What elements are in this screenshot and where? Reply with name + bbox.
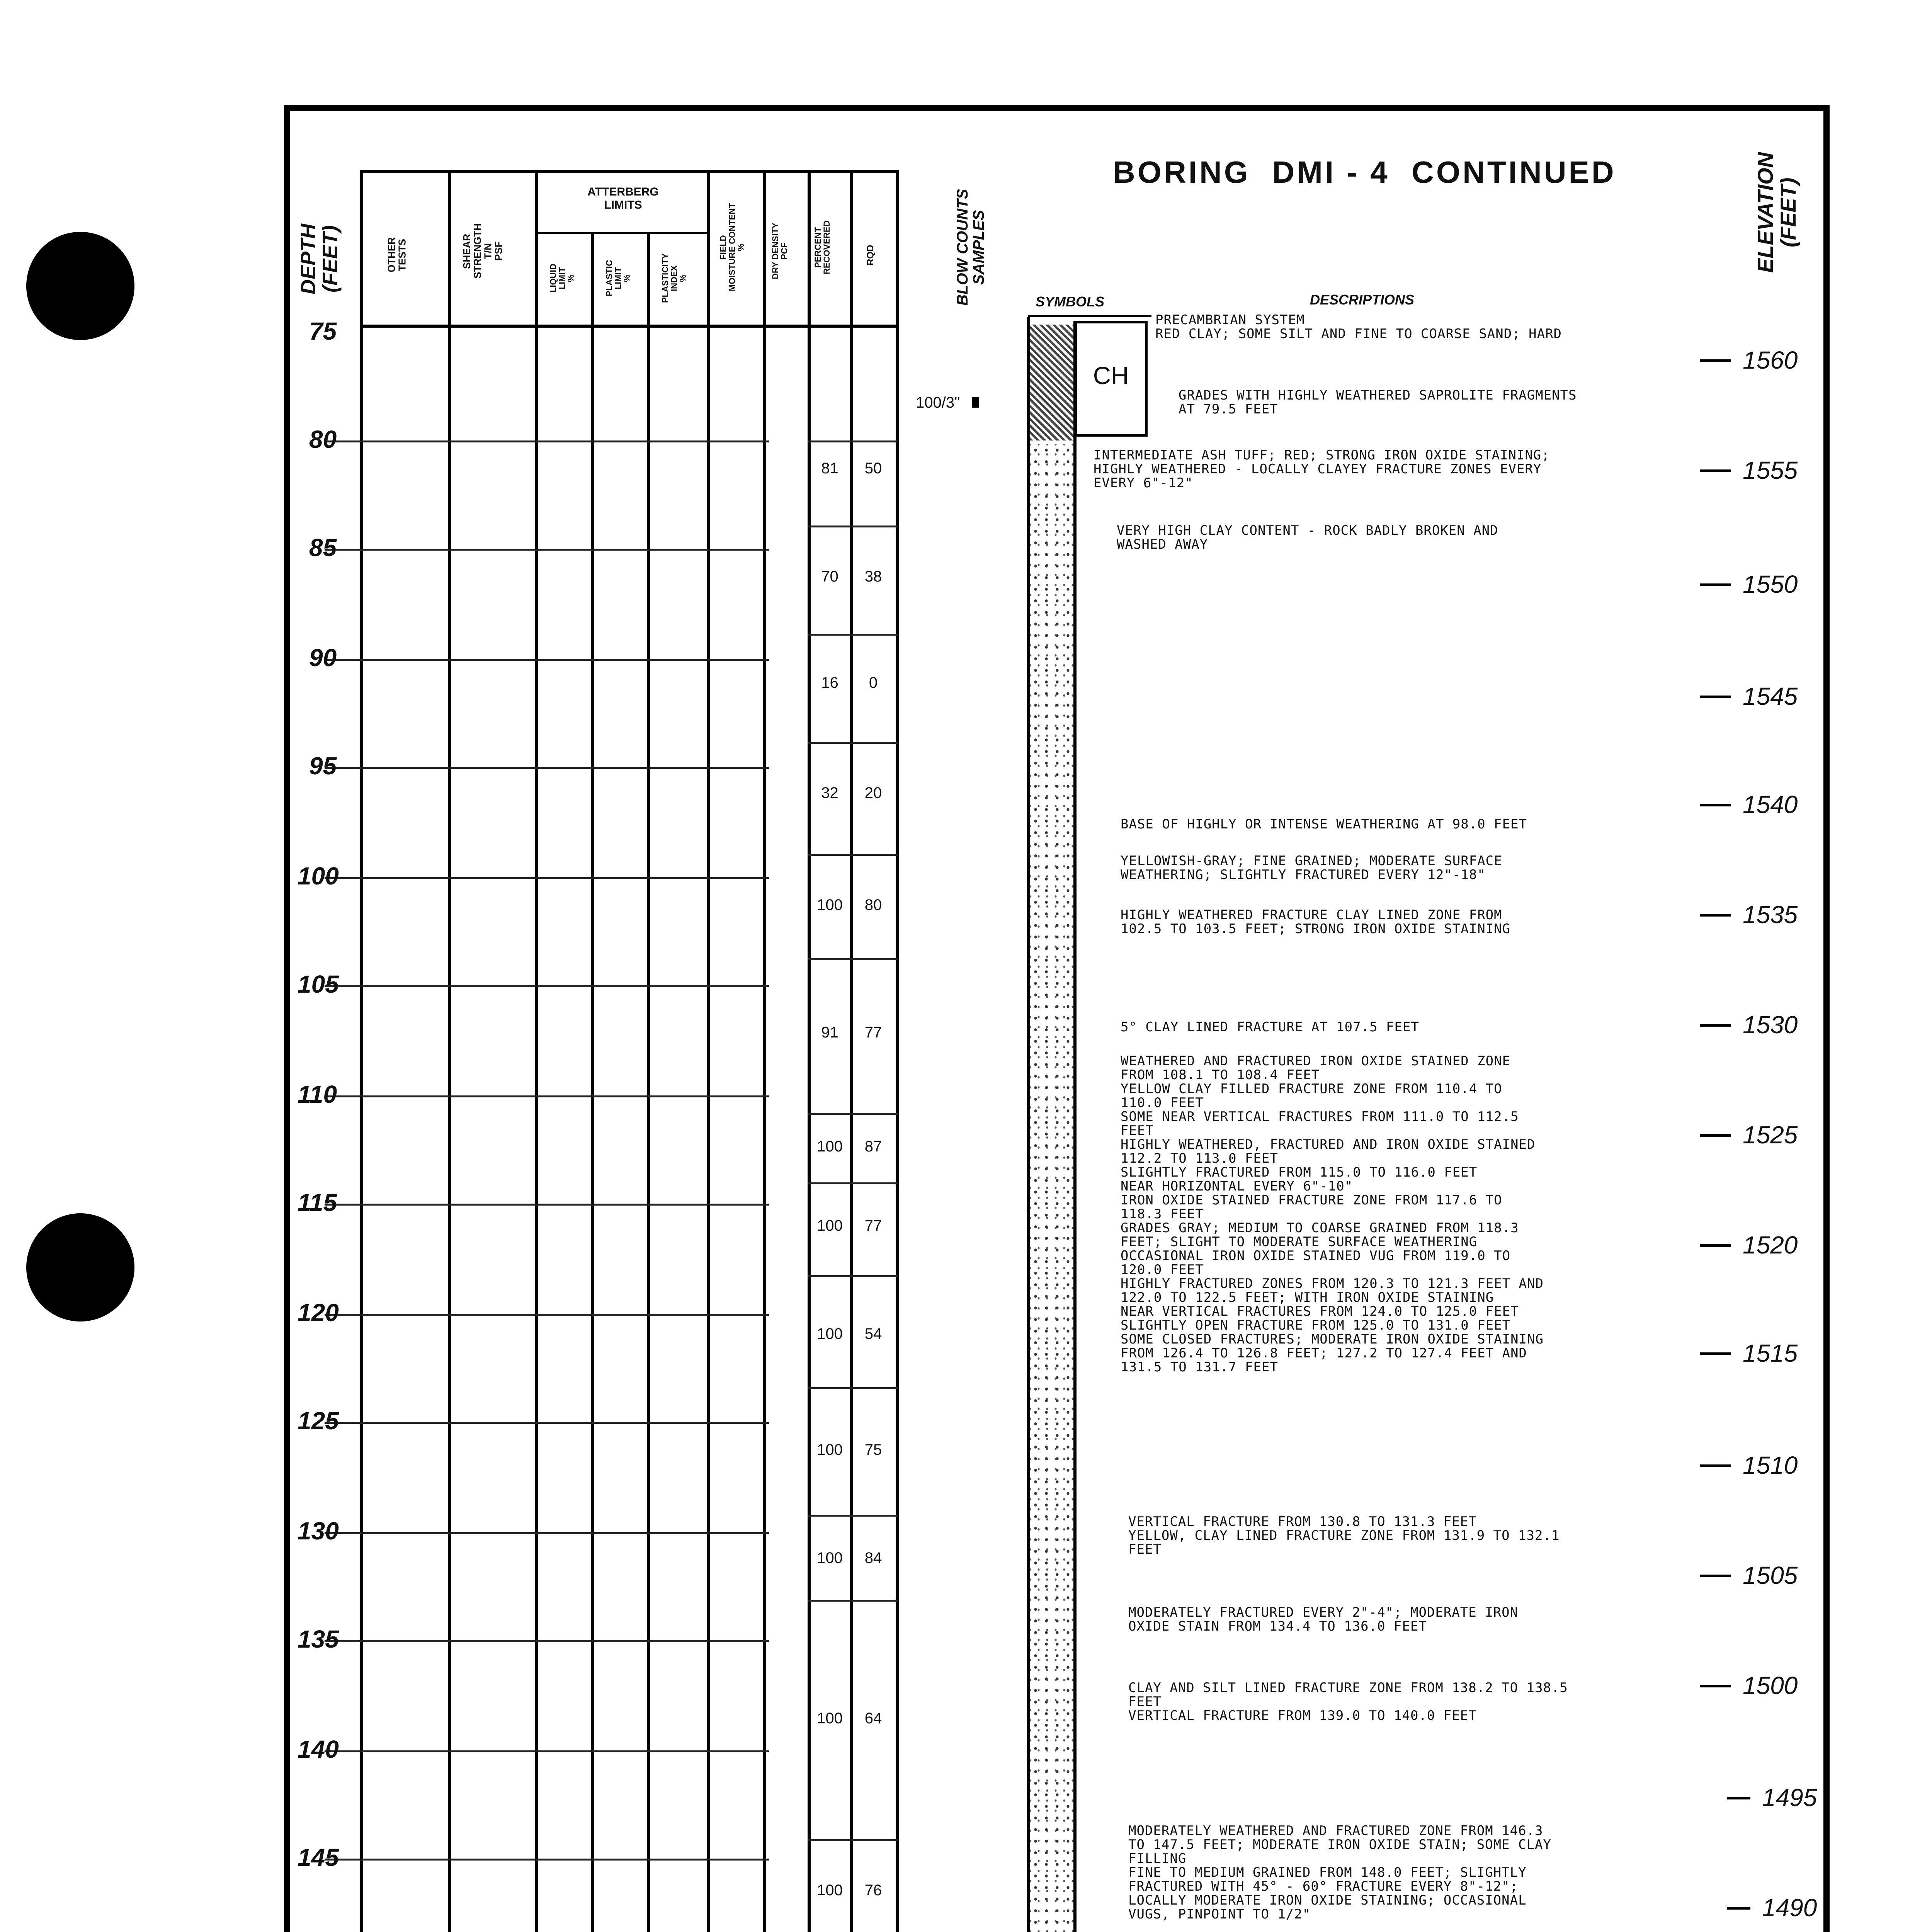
elevation-tick: 1560 <box>1743 346 1798 374</box>
elevation-tick: 1555 <box>1743 456 1798 484</box>
depth-tick: 135 <box>298 1625 339 1653</box>
depth-tick: 85 <box>309 534 337 561</box>
elevation-tick: 1525 <box>1743 1121 1798 1149</box>
percent-recovered-value: 91 <box>821 1024 838 1041</box>
rqd-value: 87 <box>864 1138 882 1155</box>
col-atterberg-limits: ATTERBERG LIMITS <box>587 185 659 211</box>
rqd-value: 77 <box>864 1024 882 1041</box>
punch-hole-top <box>26 232 134 340</box>
elevation-tick: 1545 <box>1743 682 1798 710</box>
blow-count-value <box>916 394 979 412</box>
description-entry: WEATHERED AND FRACTURED IRON OXIDE STAINED ZONE FROM 108.1 TO 108.4 FEET YELLOW CLAY FILLED FRACTURE ZONE FROM 110.4 TO 110.0 FEET SOME NEAR VERTICAL FRACTURES FROM 111.0 TO 112.5 FEET HIGHLY WEATHERED, FRACTURED AND IRON OXIDE STAINED 112.2 TO 113.0 FEET SLIGHTLY FRACTURED FROM 115.0 TO 116.0 FEET NEAR HORIZONTAL EVERY 6"-10" IRON OXIDE STAINED FRACTURE ZONE FROM 117.6 TO 118.3 FEET GRADES GRAY; MEDIUM TO COARSE GRAINED FROM 118.3 FEET; SLIGHT TO MODERATE SURFACE WEATHERING OCCASIONAL IRON OXIDE STAINED VUG FROM 119.0 TO 120.0 FEET HIGHLY FRACTURED ZONES FROM 120.3 TO 121.3 FEET AND 122.0 TO 122.5 FEET; WITH IRON OXIDE STAINING NEAR VERTICAL FRACTURES FROM 124.0 TO 125.0 FEET SLIGHTLY OPEN FRACTURE FROM 125.0 TO 131.0 FEET SOME CLOSED FRACTURES; MODERATE IRON OXIDE STAINING FROM 126.4 TO 126.8 FEET; 127.2 TO 127.4 FEET AND 131.5 TO 131.7 FEET <box>1121 1053 1544 1375</box>
elevation-tick: 1530 <box>1743 1011 1798 1039</box>
rqd-value: 75 <box>864 1441 882 1458</box>
col-other-tests: OTHER TESTS <box>386 237 408 273</box>
depth-tick: 110 <box>298 1080 337 1108</box>
descriptions-label: DESCRIPTIONS <box>1310 292 1415 308</box>
percent-recovered-value: 100 <box>817 896 843 913</box>
depth-tick: 75 <box>309 317 337 345</box>
boring-title: BORING DMI - 4 CONTINUED <box>1113 155 1616 189</box>
depth-tick: 115 <box>298 1189 337 1216</box>
rqd-value: 54 <box>864 1325 882 1342</box>
depth-tick: 120 <box>298 1299 339 1327</box>
percent-recovered-value: 100 <box>817 1710 843 1727</box>
elevation-tick: 1505 <box>1743 1561 1798 1589</box>
elevation-tick: 1520 <box>1743 1231 1798 1259</box>
clay-symbol-hatch <box>1030 325 1073 440</box>
blow-counts-label: BLOW COUNTS SAMPLES <box>954 189 987 306</box>
soil-symbol-label: CH <box>1093 362 1129 389</box>
rqd-value: 0 <box>869 674 878 691</box>
rqd-value: 20 <box>864 784 882 801</box>
description-entry: MODERATELY FRACTURED EVERY 2"-4"; MODERATE IRON OXIDE STAIN FROM 134.4 TO 136.0 FEET <box>1128 1605 1519 1634</box>
rqd-value: 76 <box>864 1882 882 1899</box>
col-shear-strength: SHEAR STRENGTH T/N PSF <box>461 223 504 279</box>
rqd-value: 38 <box>864 568 882 585</box>
depth-tick: 125 <box>298 1407 339 1435</box>
elevation-tick: 1535 <box>1743 901 1798 929</box>
elevation-tick: 1490 <box>1762 1894 1817 1922</box>
col-percent-recovered: PERCENT RECOVERED <box>813 220 832 274</box>
percent-recovered-value: 32 <box>821 784 838 801</box>
elevation-label: ELEVATION (FEET) <box>1753 152 1800 273</box>
col-field-moisture: FIELD MOISTURE CONTENT % <box>718 203 746 292</box>
description-entry: MODERATELY WEATHERED AND FRACTURED ZONE FROM 146.3 TO 147.5 FEET; MODERATE IRON OXIDE STAIN; SOME CLAY FILLING FINE TO MEDIUM GRAINED FROM 148.0 FEET; SLIGHTLY FRACTURED WITH 45° - 60° FRACTURE EVERY 8"-12"; LOCALLY MODERATE IRON OXIDE STAINING; OCCASIONAL VUGS, PINPOINT TO 1/2" <box>1128 1823 1551 1922</box>
description-entry: VERY HIGH CLAY CONTENT - ROCK BADLY BROKEN AND WASHED AWAY <box>1117 523 1498 552</box>
percent-recovered-value: 100 <box>817 1138 843 1155</box>
description-entry: GRADES WITH HIGHLY WEATHERED SAPROLITE FRAGMENTS AT 79.5 FEET <box>1179 388 1577 417</box>
elevation-tick: 1515 <box>1743 1339 1798 1367</box>
description-entry: HIGHLY WEATHERED FRACTURE CLAY LINED ZONE FROM 102.5 TO 103.5 FEET; STRONG IRON OXIDE STAINING <box>1121 907 1511 937</box>
description-entry: INTERMEDIATE ASH TUFF; RED; STRONG IRON OXIDE STAINING; HIGHLY WEATHERED - LOCALLY CLAYEY FRACTURE ZONES EVERY EVERY 6"-12" <box>1094 447 1550 491</box>
rqd-value: 64 <box>864 1710 882 1727</box>
description-entry: BASE OF HIGHLY OR INTENSE WEATHERING AT 98.0 FEET <box>1121 816 1527 832</box>
percent-recovered-value: 70 <box>821 568 838 585</box>
depth-tick: 130 <box>298 1517 339 1545</box>
elevation-tick: 1550 <box>1743 570 1798 598</box>
col-dry-density: DRY DENSITY PCF <box>770 223 789 280</box>
punch-hole-middle <box>26 1213 134 1321</box>
tuff-symbol-stipple <box>1030 444 1073 1932</box>
depth-label: DEPTH (FEET) <box>297 223 342 294</box>
percent-recovered-value: 16 <box>821 674 838 691</box>
sample-marker-icon <box>972 397 979 408</box>
depth-tick: 145 <box>298 1844 339 1871</box>
depth-tick: 95 <box>309 752 337 780</box>
description-entry: CLAY AND SILT LINED FRACTURE ZONE FROM 138.2 TO 138.5 FEET VERTICAL FRACTURE FROM 139.0 TO 140.0 FEET <box>1128 1680 1568 1723</box>
col-plasticity-index: PLASTICITY INDEX % <box>660 253 688 303</box>
elevation-tick: 1540 <box>1743 791 1798 818</box>
percent-recovered-value: 100 <box>817 1217 843 1234</box>
blow-count-text: 100/3" <box>916 394 960 411</box>
percent-recovered-value: 100 <box>817 1882 843 1899</box>
symbols-label: SYMBOLS <box>1036 294 1105 310</box>
elevation-tick: 1500 <box>1743 1672 1798 1699</box>
rqd-value: 80 <box>864 896 882 913</box>
rqd-value: 84 <box>864 1549 882 1566</box>
description-entry: VERTICAL FRACTURE FROM 130.8 TO 131.3 FEET YELLOW, CLAY LINED FRACTURE ZONE FROM 131.9 TO 132.1 FEET <box>1128 1514 1560 1557</box>
rqd-value: 77 <box>864 1217 882 1234</box>
elevation-tick: 1495 <box>1762 1784 1817 1811</box>
description-entry: YELLOWISH-GRAY; FINE GRAINED; MODERATE SURFACE WEATHERING; SLIGHTLY FRACTURED EVERY 12"-18" <box>1121 853 1502 883</box>
description-entry: 5° CLAY LINED FRACTURE AT 107.5 FEET <box>1121 1019 1419 1035</box>
col-liquid-limit: LIQUID LIMIT % <box>548 264 576 293</box>
depth-tick: 90 <box>309 644 337 672</box>
depth-tick: 100 <box>298 862 339 890</box>
percent-recovered-value: 100 <box>817 1441 843 1458</box>
elevation-tick: 1510 <box>1743 1451 1798 1479</box>
depth-tick: 80 <box>309 425 337 453</box>
col-plastic-limit: PLASTIC LIMIT % <box>604 260 632 297</box>
depth-tick: 105 <box>298 970 339 998</box>
description-entry: PRECAMBRIAN SYSTEM RED CLAY; SOME SILT AND FINE TO COARSE SAND; HARD <box>1155 312 1562 342</box>
percent-recovered-value: 100 <box>817 1325 843 1342</box>
percent-recovered-value: 100 <box>817 1549 843 1566</box>
depth-tick: 140 <box>298 1735 339 1763</box>
rqd-value: 50 <box>864 460 882 477</box>
percent-recovered-value: 81 <box>821 460 838 477</box>
col-rqd: RQD <box>865 245 876 265</box>
